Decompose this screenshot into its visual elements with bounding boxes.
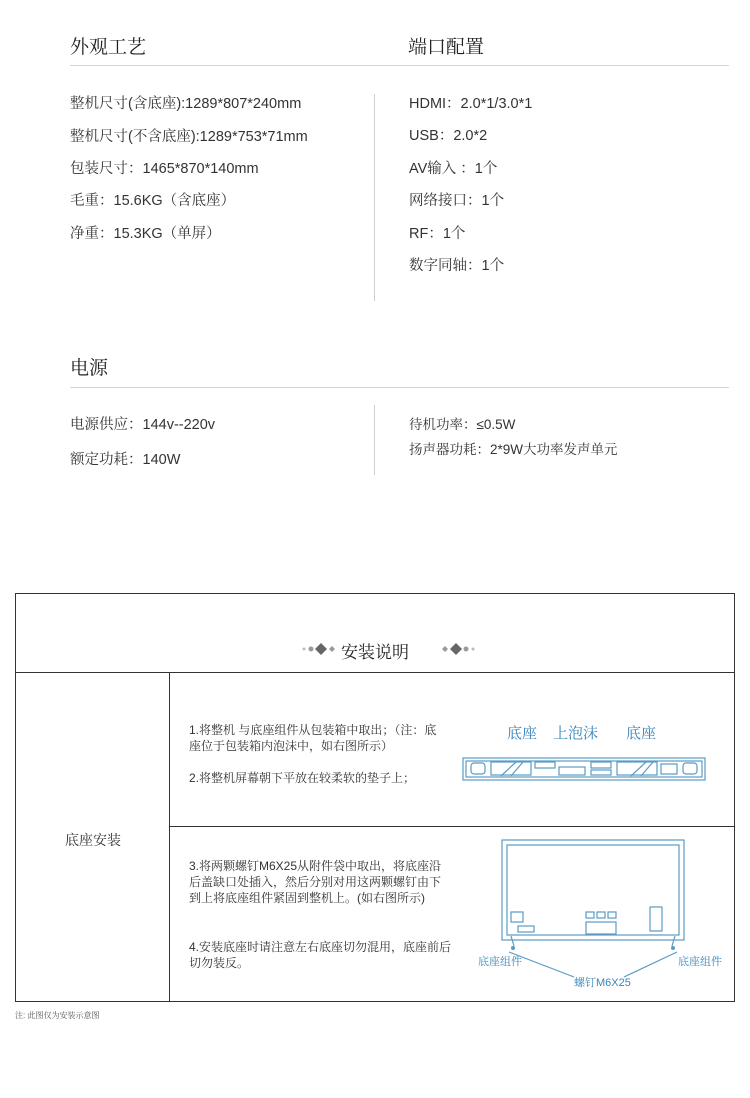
diagram1-label-top-foam: 上泡沫 [553,725,599,742]
install-step-2: 2.将整机屏幕朝下平放在较柔软的垫子上； [189,771,416,785]
install-step-3: 3.将两颗螺钉M6X25从附件袋中取出，将底座沿后盖缺口处插入，然后分别对用这两颗螺钉由下到上将底座组件紧固到整机上。(如右图所示) [189,859,442,905]
section-rule-1 [70,65,729,66]
install-step-1: 1.将整机 与底座组件从包装箱中取出；（注：底座位于包装箱内泡沫中，如右图所示） [189,723,437,753]
rated-power: 额定功耗：140W [70,452,181,468]
port-hdmi: HDMI：2.0*1/3.0*1 [409,96,533,112]
install-row-divider [170,826,734,827]
foam-drawing [441,750,726,790]
diagram2-label-left-base: 底座组件 [478,956,522,968]
footnote: 注: 此图仅为安装示意图 [15,1011,100,1020]
speaker-power: 扬声器功耗：2*9W大功率发声单元 [409,442,618,457]
diagram2-label-right-base: 底座组件 [678,956,722,968]
section-rule-2 [70,387,729,388]
column-divider-1 [374,94,375,301]
install-step-4: 4.安装底座时请注意左右底座切勿混用，底座前后切勿装反。 [189,940,452,970]
spec-size-without-base: 整机尺寸(不含底座):1289*753*71mm [70,129,308,145]
power-title: 电源 [70,358,109,379]
diagram-tv-back [456,834,731,999]
standby-power: 待机功率：≤0.5W [409,417,516,432]
column-divider-2 [374,405,375,475]
diagram1-label-base-right: 底座 [626,725,657,742]
port-rf: RF：1个 [409,226,466,242]
port-av: AV输入 ：1个 [409,161,498,177]
ports-title: 端口配置 [408,37,485,58]
diagram2-label-screw: 螺钉M6X25 [574,977,631,989]
diagram-packaging [441,718,726,793]
port-coaxial: 数字同轴：1个 [409,258,505,274]
install-title: 安装说明 [341,643,409,662]
spec-gross-weight: 毛重：15.6KG（含底座） [70,193,236,209]
install-table [15,593,735,1002]
port-usb: USB：2.0*2 [409,128,488,144]
appearance-title: 外观工艺 [70,37,147,58]
install-header [16,594,734,673]
port-network: 网络接口：1个 [409,193,505,209]
base-install-label: 底座安装 [65,832,121,848]
spec-size-with-base: 整机尺寸(含底座):1289*807*240mm [70,96,302,112]
spec-package-size: 包装尺寸：1465*870*140mm [70,161,259,177]
decor-right-icon [436,643,476,655]
diagram1-label-base-left: 底座 [507,725,538,742]
power-supply: 电源供应：144v--220v [70,417,216,433]
install-row-label-cell [16,673,170,1001]
spec-net-weight: 净重：15.3KG（单屏） [70,226,221,242]
